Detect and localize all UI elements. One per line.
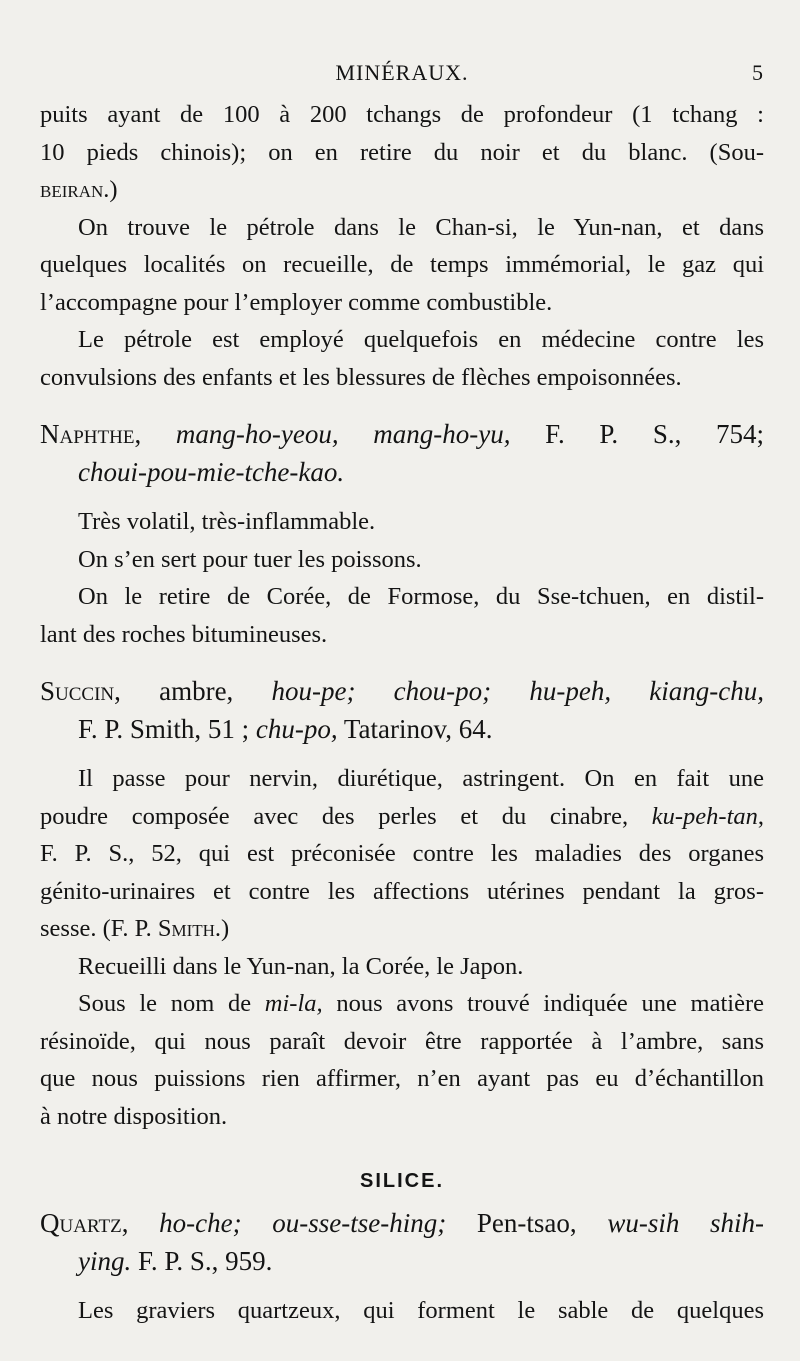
text-line: Le pétrole est employé quelquefois en médecine contre les [78,326,764,353]
entry-plain: Pen-tsao, [446,1208,608,1238]
paragraph-petrole-localites [40,209,764,322]
chinese-names: mang-ho-yeou, mang-ho-yu, [175,419,511,449]
text-line: Très volatil, très-inflammable. [78,508,376,535]
page-body [40,96,764,1330]
paragraph-petrole-puits [40,96,764,209]
text-line: convulsions des enfants et les blessures de flèches empoisonnées. [40,363,682,391]
text-line: que nous puissions rien affirmer, n’en ayant pas eu d’échantillon [40,1065,764,1092]
text-line [40,798,764,836]
chinese-names: choui-pou-mie-tche-kao. [78,456,345,487]
text-line: lant des roches bitumineuses. [40,620,328,648]
text-line: On trouve le pétrole dans le Chan-si, le Yun-nan, et dans [78,213,764,241]
book-page [40,0,764,1361]
reference: F. P. S., 959. [131,1245,273,1276]
entry-plain: , ambre, [114,676,272,706]
chinese-names: wu-sih shih- [607,1208,764,1238]
section-title: SILICE. [359,1170,444,1192]
text-line: Il passe pour nervin, diurétique, astringent. On en fait une [78,765,764,792]
text-line: Les graviers quartzeux, qui forment le sable de quelques [78,1297,764,1324]
paragraph-petrole-medecine [40,321,764,396]
text-run: Sous le nom de [78,990,265,1017]
text-run: .) [214,915,230,942]
text-run: sesse. (F. P. [40,915,158,942]
chinese-names: ku-peh-tan [651,802,758,830]
chinese-names: chu-po, [255,713,338,744]
page-number: 5 [752,60,764,85]
entry-heading-line: Naphthe, mang-ho-yeou, mang-ho-yu, F. P. S., 754; [40,419,764,449]
entry-heading-line: Quartz, ho-che; ou-sse-tse-hing; Pen-tsao, wu-sih shih- [40,1208,764,1238]
text-line: quelques localités on recueille, de temps immémorial, le gaz qui [40,251,764,278]
entry-naphthe [40,416,764,653]
text-line: résinoïde, qui nous paraît devoir être rapportée à l’ambre, sans [40,1027,764,1055]
author-name: Smith [157,915,215,942]
chinese-names: hou-pe; chou-po; hu-peh, kiang-chu, [271,676,764,706]
text-line [40,910,764,948]
text-line: génito-urinaires et contre les affections utérines pendant la gros- [40,877,764,905]
entry-heading-line [40,673,764,711]
text-run: , [757,802,764,830]
text-run: nous avons trouvé indiquée une matière [322,990,764,1017]
reference: F. P. S., 754; [510,419,764,449]
entry-heading-line [40,454,764,492]
text-line [40,985,764,1023]
text-line: beiran.) [40,176,118,203]
text-line: On s’en sert pour tuer les poissons. [78,545,422,573]
text-line: puits ayant de 100 à 200 tchangs de profondeur (1 tchang : [40,101,764,128]
chinese-names: ho-che; ou-sse-tse-hing; [159,1208,447,1238]
entry-quartz [40,1205,764,1330]
chinese-names: ying. [78,1245,132,1276]
text-line: 10 pieds chinois); on en retire du noir et du blanc. (Sou- [40,138,764,166]
text-line: On le retire de Corée, de Formose, du Sse-tchuen, en distil- [78,583,764,610]
text-line: à notre disposition. [40,1102,228,1130]
entry-succin [40,673,764,1135]
entry-term: Succin [40,676,115,706]
reference: Tatarinov, 64. [337,713,493,744]
entry-term: Quartz [40,1208,122,1238]
entry-term: Naphthe [40,419,135,449]
text-line: l’accompagne pour l’employer comme combustible. [40,288,553,316]
text-run: poudre composée avec des perles et du cinabre, [40,802,652,830]
chinese-names: mi-la, [264,990,323,1017]
entry-heading-line [40,1243,764,1281]
text-line: Recueilli dans le Yun-nan, la Corée, le Japon. [78,952,524,980]
running-head [40,60,764,88]
text-line: F. P. S., 52, qui est préconisée contre les maladies des organes [40,840,764,867]
entry-heading-line [40,711,764,749]
reference: F. P. Smith, 51 ; [78,713,256,744]
running-title: MINÉRAUX. [335,60,469,85]
